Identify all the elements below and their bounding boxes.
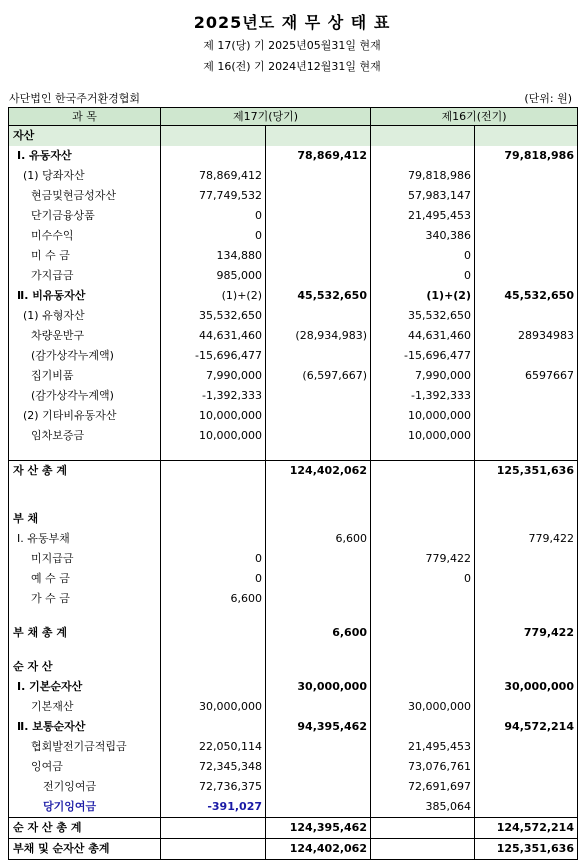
account-label: 전기잉여금 bbox=[9, 777, 161, 797]
amount-cell bbox=[475, 186, 578, 206]
amount-cell: 124,402,062 bbox=[266, 461, 371, 482]
account-label: 순 자 산 총 계 bbox=[9, 818, 161, 839]
amount-cell bbox=[266, 697, 371, 717]
amount-cell: 57,983,147 bbox=[371, 186, 475, 206]
amount-cell bbox=[266, 386, 371, 406]
account-label: 부 채 총 계 bbox=[9, 623, 161, 643]
account-label: (2) 기타비유동자산 bbox=[9, 406, 161, 426]
amount-cell bbox=[266, 126, 371, 147]
table-row bbox=[9, 777, 578, 797]
amount-cell bbox=[161, 839, 266, 860]
amount-cell bbox=[371, 818, 475, 839]
amount-cell: 78,869,412 bbox=[266, 146, 371, 166]
amount-cell: 124,402,062 bbox=[266, 839, 371, 860]
amount-cell: -1,392,333 bbox=[371, 386, 475, 406]
amount-cell bbox=[475, 697, 578, 717]
amount-cell bbox=[475, 569, 578, 589]
amount-cell: 45,532,650 bbox=[475, 286, 578, 306]
table-row bbox=[9, 549, 578, 569]
amount-cell: 30,000,000 bbox=[266, 677, 371, 697]
amount-cell bbox=[161, 643, 266, 657]
amount-cell bbox=[266, 797, 371, 818]
amount-cell: (28,934,983) bbox=[266, 326, 371, 346]
amount-cell bbox=[475, 609, 578, 623]
account-label: 자산 bbox=[9, 126, 161, 147]
col-header-prior: 제16기(전기) bbox=[371, 108, 578, 126]
amount-cell bbox=[475, 589, 578, 609]
account-label: 미지급금 bbox=[9, 549, 161, 569]
amount-cell: -15,696,477 bbox=[161, 346, 266, 366]
table-row bbox=[9, 623, 578, 643]
amount-cell bbox=[161, 609, 266, 623]
amount-cell: 35,532,650 bbox=[161, 306, 266, 326]
amount-cell: 21,495,453 bbox=[371, 206, 475, 226]
account-label: Ⅱ. 보통순자산 bbox=[9, 717, 161, 737]
amount-cell: 6597667 bbox=[475, 366, 578, 386]
amount-cell: 0 bbox=[371, 246, 475, 266]
amount-cell bbox=[475, 757, 578, 777]
amount-cell: 134,880 bbox=[161, 246, 266, 266]
amount-cell bbox=[475, 495, 578, 509]
account-label: Ⅰ. 유동부채 bbox=[9, 529, 161, 549]
amount-cell bbox=[371, 146, 475, 166]
period-prior: 제 16(전) 기 2024년12월31일 현재 bbox=[203, 60, 381, 73]
amount-cell: 72,691,697 bbox=[371, 777, 475, 797]
amount-cell bbox=[475, 657, 578, 677]
amount-cell bbox=[266, 406, 371, 426]
amount-cell: 79,818,986 bbox=[475, 146, 578, 166]
amount-cell bbox=[161, 623, 266, 643]
account-label: Ⅱ. 비유동자산 bbox=[9, 286, 161, 306]
table-row bbox=[9, 529, 578, 549]
account-label: 가지급금 bbox=[9, 266, 161, 286]
amount-cell: 94,395,462 bbox=[266, 717, 371, 737]
table-row bbox=[9, 589, 578, 609]
account-label: 차량운반구 bbox=[9, 326, 161, 346]
amount-cell bbox=[266, 589, 371, 609]
amount-cell: 72,736,375 bbox=[161, 777, 266, 797]
amount-cell bbox=[371, 839, 475, 860]
table-row bbox=[9, 797, 578, 818]
amount-cell: 6,600 bbox=[266, 623, 371, 643]
account-label: 현금및현금성자산 bbox=[9, 186, 161, 206]
amount-cell: 30,000,000 bbox=[371, 697, 475, 717]
amount-cell bbox=[475, 406, 578, 426]
amount-cell: 7,990,000 bbox=[371, 366, 475, 386]
amount-cell bbox=[161, 146, 266, 166]
table-row bbox=[9, 426, 578, 446]
account-label: 자 산 총 계 bbox=[9, 461, 161, 482]
amount-cell bbox=[475, 446, 578, 461]
table-row bbox=[9, 757, 578, 777]
col-header-current: 제17기(당기) bbox=[161, 108, 371, 126]
amount-cell bbox=[266, 246, 371, 266]
amount-cell bbox=[475, 246, 578, 266]
table-row bbox=[9, 697, 578, 717]
account-label: 기본재산 bbox=[9, 697, 161, 717]
amount-cell bbox=[266, 757, 371, 777]
account-label: 당기잉여금 bbox=[9, 797, 161, 818]
amount-cell bbox=[371, 461, 475, 482]
table-row bbox=[9, 166, 578, 186]
table-row bbox=[9, 266, 578, 286]
amount-cell bbox=[371, 657, 475, 677]
amount-cell: 30,000,000 bbox=[475, 677, 578, 697]
account-label: 협회발전기금적립금 bbox=[9, 737, 161, 757]
spacer-row bbox=[9, 481, 578, 495]
amount-cell: 779,422 bbox=[371, 549, 475, 569]
account-label: 부 채 bbox=[9, 509, 161, 529]
amount-cell: 72,345,348 bbox=[161, 757, 266, 777]
amount-cell bbox=[371, 126, 475, 147]
table-row bbox=[9, 366, 578, 386]
spacer-row bbox=[9, 643, 578, 657]
table-row bbox=[9, 717, 578, 737]
spacer-row bbox=[9, 446, 578, 461]
amount-cell bbox=[371, 717, 475, 737]
amount-cell: 10,000,000 bbox=[371, 406, 475, 426]
table-row bbox=[9, 569, 578, 589]
amount-cell bbox=[266, 446, 371, 461]
table-row bbox=[9, 226, 578, 246]
col-header-account: 과 목 bbox=[9, 108, 161, 126]
amount-cell bbox=[475, 481, 578, 495]
table-row bbox=[9, 346, 578, 366]
amount-cell: 6,600 bbox=[161, 589, 266, 609]
account-label bbox=[9, 495, 161, 509]
amount-cell: 45,532,650 bbox=[266, 286, 371, 306]
amount-cell bbox=[266, 166, 371, 186]
amount-cell bbox=[371, 609, 475, 623]
account-label: Ⅰ. 유동자산 bbox=[9, 146, 161, 166]
amount-cell: -1,392,333 bbox=[161, 386, 266, 406]
account-label bbox=[9, 609, 161, 623]
amount-cell bbox=[266, 549, 371, 569]
table-row bbox=[9, 286, 578, 306]
amount-cell: 125,351,636 bbox=[475, 839, 578, 860]
amount-cell bbox=[161, 461, 266, 482]
amount-cell: (6,597,667) bbox=[266, 366, 371, 386]
amount-cell bbox=[475, 346, 578, 366]
amount-cell bbox=[475, 166, 578, 186]
amount-cell bbox=[266, 186, 371, 206]
table-header-row bbox=[9, 108, 578, 126]
amount-cell: (1)+(2) bbox=[161, 286, 266, 306]
period-current: 제 17(당) 기 2025년05월31일 현재 bbox=[203, 39, 381, 52]
amount-cell bbox=[161, 481, 266, 495]
amount-cell: -391,027 bbox=[161, 797, 266, 818]
total-row bbox=[9, 818, 578, 839]
amount-cell: 779,422 bbox=[475, 623, 578, 643]
table-row bbox=[9, 657, 578, 677]
amount-cell bbox=[266, 509, 371, 529]
amount-cell: 124,572,214 bbox=[475, 818, 578, 839]
amount-cell: 30,000,000 bbox=[161, 697, 266, 717]
table-row bbox=[9, 186, 578, 206]
account-label bbox=[9, 643, 161, 657]
spacer-row bbox=[9, 609, 578, 623]
organization-name: 사단법인 한국주거환경협회 bbox=[9, 92, 141, 105]
amount-cell bbox=[475, 643, 578, 657]
spacer-row bbox=[9, 495, 578, 509]
amount-cell bbox=[371, 589, 475, 609]
amount-cell: 0 bbox=[371, 266, 475, 286]
amount-cell: 340,386 bbox=[371, 226, 475, 246]
amount-cell: 6,600 bbox=[266, 529, 371, 549]
account-label: 부채 및 순자산 총계 bbox=[9, 839, 161, 860]
table-row bbox=[9, 509, 578, 529]
amount-cell bbox=[371, 509, 475, 529]
amount-cell bbox=[266, 569, 371, 589]
amount-cell: 10,000,000 bbox=[371, 426, 475, 446]
account-label: (1) 유형자산 bbox=[9, 306, 161, 326]
account-label: 순 자 산 bbox=[9, 657, 161, 677]
amount-cell bbox=[475, 549, 578, 569]
amount-cell bbox=[161, 818, 266, 839]
amount-cell: 0 bbox=[161, 569, 266, 589]
amount-cell: 77,749,532 bbox=[161, 186, 266, 206]
amount-cell bbox=[266, 206, 371, 226]
amount-cell bbox=[266, 426, 371, 446]
amount-cell bbox=[266, 306, 371, 326]
amount-cell: (1)+(2) bbox=[371, 286, 475, 306]
amount-cell bbox=[475, 306, 578, 326]
amount-cell bbox=[475, 386, 578, 406]
amount-cell bbox=[371, 623, 475, 643]
account-label: 임차보증금 bbox=[9, 426, 161, 446]
amount-cell: 0 bbox=[161, 226, 266, 246]
unit-label: (단위: 원) bbox=[524, 92, 572, 105]
amount-cell: 985,000 bbox=[161, 266, 266, 286]
amount-cell: 385,064 bbox=[371, 797, 475, 818]
amount-cell: -15,696,477 bbox=[371, 346, 475, 366]
account-label: 예 수 금 bbox=[9, 569, 161, 589]
amount-cell: 0 bbox=[371, 569, 475, 589]
amount-cell bbox=[266, 609, 371, 623]
amount-cell bbox=[266, 226, 371, 246]
amount-cell: 779,422 bbox=[475, 529, 578, 549]
account-label: 미 수 금 bbox=[9, 246, 161, 266]
account-label: 가 수 금 bbox=[9, 589, 161, 609]
table-row bbox=[9, 677, 578, 697]
amount-cell bbox=[161, 509, 266, 529]
table-row bbox=[9, 737, 578, 757]
amount-cell: 7,990,000 bbox=[161, 366, 266, 386]
balance-sheet-table bbox=[8, 107, 578, 860]
amount-cell: 0 bbox=[161, 549, 266, 569]
amount-cell: 35,532,650 bbox=[371, 306, 475, 326]
amount-cell bbox=[161, 529, 266, 549]
amount-cell: 28934983 bbox=[475, 326, 578, 346]
table-row bbox=[9, 146, 578, 166]
amount-cell bbox=[475, 737, 578, 757]
amount-cell bbox=[475, 266, 578, 286]
table-row bbox=[9, 246, 578, 266]
account-label: Ⅰ. 기본순자산 bbox=[9, 677, 161, 697]
amount-cell bbox=[266, 495, 371, 509]
amount-cell bbox=[475, 226, 578, 246]
amount-cell bbox=[161, 495, 266, 509]
table-row bbox=[9, 306, 578, 326]
total-row bbox=[9, 839, 578, 860]
total-row bbox=[9, 461, 578, 482]
amount-cell: 44,631,460 bbox=[161, 326, 266, 346]
amount-cell: 21,495,453 bbox=[371, 737, 475, 757]
amount-cell bbox=[266, 657, 371, 677]
amount-cell bbox=[475, 777, 578, 797]
account-label: 잉여금 bbox=[9, 757, 161, 777]
account-label bbox=[9, 481, 161, 495]
account-label: (감가상각누계액) bbox=[9, 386, 161, 406]
amount-cell bbox=[161, 446, 266, 461]
amount-cell bbox=[475, 426, 578, 446]
amount-cell: 78,869,412 bbox=[161, 166, 266, 186]
amount-cell: 79,818,986 bbox=[371, 166, 475, 186]
amount-cell bbox=[266, 346, 371, 366]
statement-title: 2025년도 재 무 상 태 표 bbox=[193, 13, 391, 32]
amount-cell: 10,000,000 bbox=[161, 406, 266, 426]
amount-cell bbox=[266, 643, 371, 657]
table-row bbox=[9, 406, 578, 426]
amount-cell: 22,050,114 bbox=[161, 737, 266, 757]
amount-cell: 125,351,636 bbox=[475, 461, 578, 482]
amount-cell bbox=[475, 126, 578, 147]
table-row bbox=[9, 326, 578, 346]
amount-cell: 44,631,460 bbox=[371, 326, 475, 346]
account-label: (감가상각누계액) bbox=[9, 346, 161, 366]
amount-cell bbox=[266, 266, 371, 286]
amount-cell bbox=[371, 446, 475, 461]
amount-cell bbox=[475, 206, 578, 226]
account-label: (1) 당좌자산 bbox=[9, 166, 161, 186]
amount-cell: 10,000,000 bbox=[161, 426, 266, 446]
amount-cell: 73,076,761 bbox=[371, 757, 475, 777]
table-row bbox=[9, 386, 578, 406]
amount-cell bbox=[475, 797, 578, 818]
amount-cell bbox=[161, 677, 266, 697]
table-row bbox=[9, 206, 578, 226]
amount-cell bbox=[371, 495, 475, 509]
amount-cell bbox=[371, 481, 475, 495]
table-row bbox=[9, 126, 578, 147]
account-label: 집기비품 bbox=[9, 366, 161, 386]
amount-cell: 124,395,462 bbox=[266, 818, 371, 839]
amount-cell bbox=[266, 777, 371, 797]
amount-cell bbox=[161, 717, 266, 737]
amount-cell bbox=[266, 481, 371, 495]
amount-cell bbox=[475, 509, 578, 529]
amount-cell: 0 bbox=[161, 206, 266, 226]
amount-cell bbox=[161, 126, 266, 147]
amount-cell bbox=[161, 657, 266, 677]
account-label: 단기금융상품 bbox=[9, 206, 161, 226]
amount-cell: 94,572,214 bbox=[475, 717, 578, 737]
amount-cell bbox=[266, 737, 371, 757]
amount-cell bbox=[371, 643, 475, 657]
account-label: 미수수익 bbox=[9, 226, 161, 246]
amount-cell bbox=[371, 529, 475, 549]
account-label bbox=[9, 446, 161, 461]
amount-cell bbox=[371, 677, 475, 697]
